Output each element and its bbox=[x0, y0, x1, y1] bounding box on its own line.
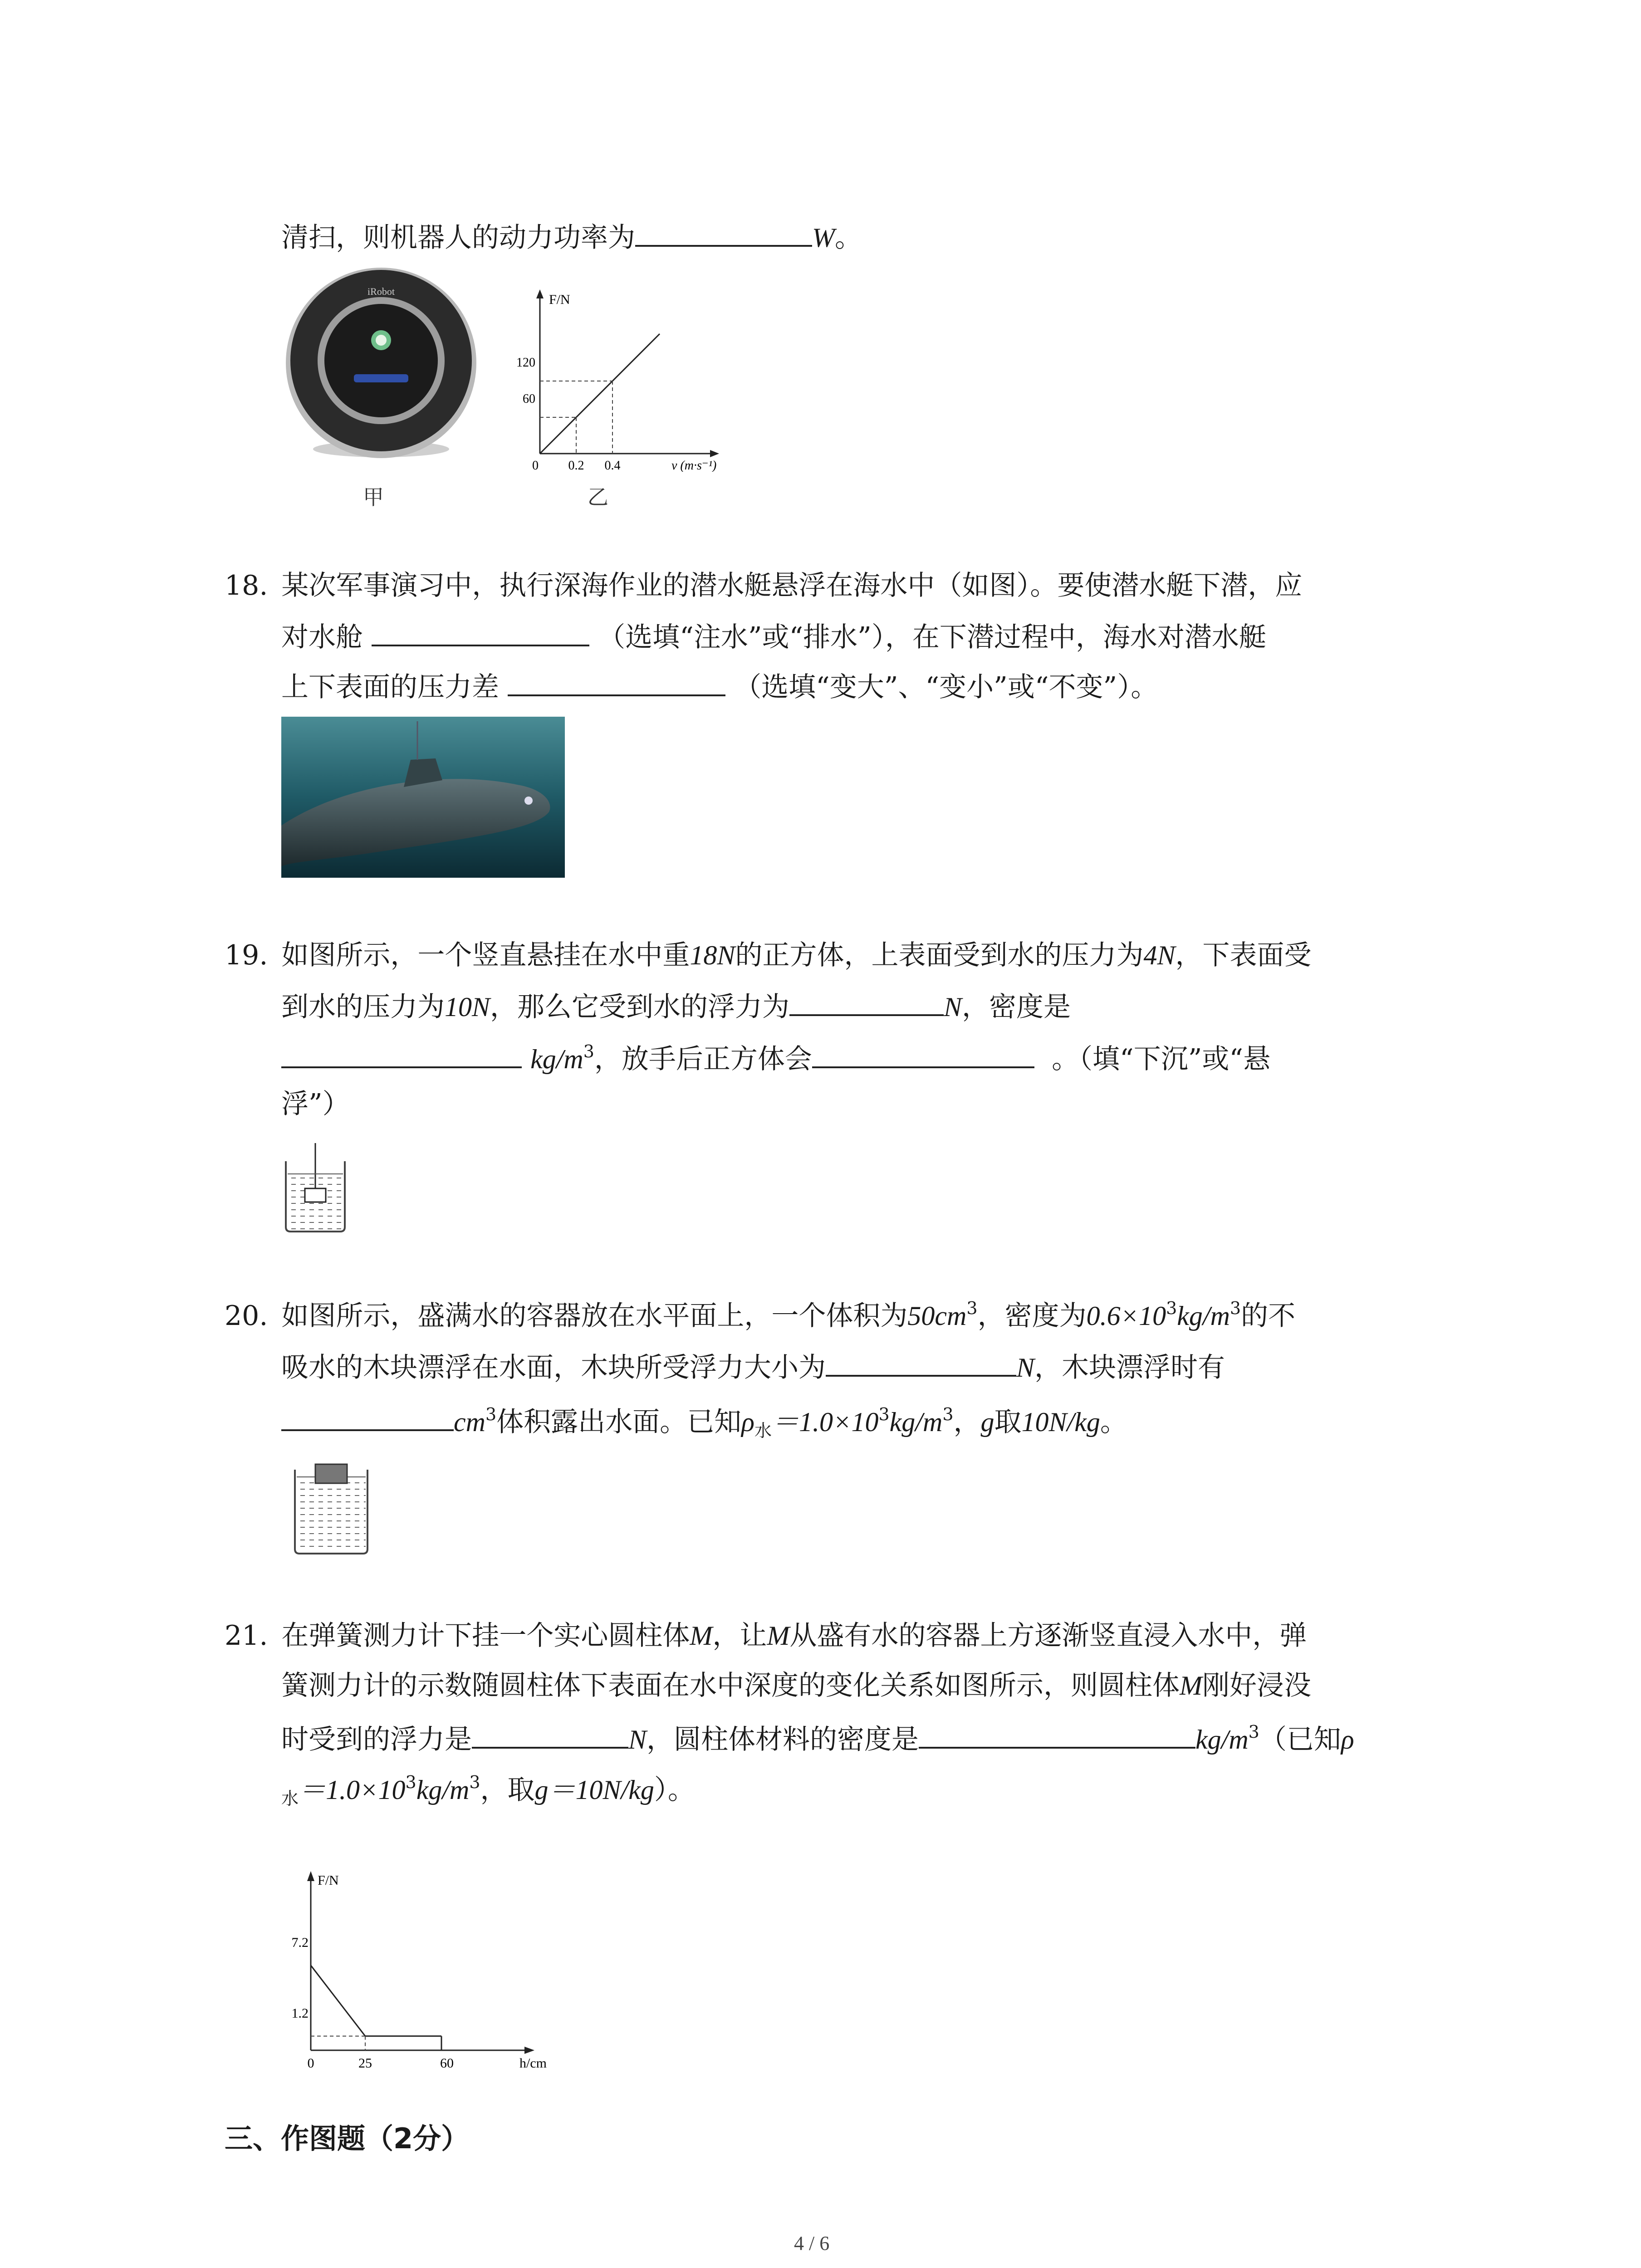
q18-text-1: 某次军事演习中，执行深海作业的潜水艇悬浮在海水中（如图）。要使潜水艇下潜，应 bbox=[281, 570, 1303, 601]
q21-rho: ρ bbox=[1341, 1725, 1354, 1755]
q20-unit-n: N bbox=[1016, 1353, 1035, 1383]
q19-top-force: 4 bbox=[1143, 940, 1157, 970]
q21-m-2: M bbox=[767, 1621, 790, 1651]
q18-text-3a: 上下表面的压力差 bbox=[281, 671, 499, 703]
caption-jia: 甲 bbox=[363, 485, 384, 509]
q20-buoyancy-blank[interactable] bbox=[826, 1349, 1016, 1377]
q21-xtick-25: 25 bbox=[358, 2056, 372, 2071]
q19-text-2a: 到水的压力为 bbox=[281, 991, 445, 1023]
q20-density-unit-exp: 3 bbox=[1230, 1298, 1241, 1318]
q19-unit-n-3: N bbox=[472, 992, 490, 1022]
q19-text-1b: 的正方体，上表面受到水的压力为 bbox=[735, 939, 1144, 971]
q21-text-2b: 刚好浸没 bbox=[1202, 1670, 1311, 1701]
q18-text-2a: 对水舱 bbox=[281, 621, 363, 653]
q19-number: 19. bbox=[225, 939, 268, 971]
q19-line-3 bbox=[281, 1041, 1270, 1075]
q21-xtick-60: 60 bbox=[440, 2056, 454, 2071]
q20-line-3 bbox=[281, 1404, 1127, 1441]
robot-brand: iRobot bbox=[367, 286, 395, 297]
q20-water-density: ＝1.0×10 bbox=[771, 1407, 879, 1437]
q21-ytick-72: 7.2 bbox=[291, 1935, 309, 1950]
q20-density-exp: 3 bbox=[1166, 1298, 1177, 1318]
q20-water-exp: 3 bbox=[878, 1404, 890, 1424]
q19-density-blank[interactable] bbox=[281, 1041, 522, 1068]
q19-text-3c: 。（填“下沉”或“悬 bbox=[1052, 1043, 1271, 1075]
q19-bottom-force: 10 bbox=[445, 992, 472, 1022]
q21-line-4 bbox=[281, 1772, 695, 1809]
q19-density-exp: 3 bbox=[583, 1041, 594, 1061]
q21-water-exp: 3 bbox=[405, 1772, 416, 1792]
q20-line-2 bbox=[281, 1349, 1225, 1384]
q19-weight: 18 bbox=[690, 940, 717, 970]
q21-line-2 bbox=[281, 1669, 1311, 1702]
q21-text-3a: 时受到的浮力是 bbox=[281, 1724, 472, 1755]
q21-text-1c: 从盛有水的容器上方逐渐竖直浸入水中，弹 bbox=[789, 1620, 1307, 1652]
q21-unit-n: N bbox=[628, 1725, 647, 1755]
q18-line-3 bbox=[281, 669, 1158, 704]
q18-blank-2[interactable] bbox=[508, 669, 725, 696]
q21-text-3b: ，圆柱体材料的密度是 bbox=[647, 1724, 919, 1755]
q21-y-label: F/N bbox=[318, 1873, 339, 1888]
q19-text-4: 浮”） bbox=[281, 1088, 350, 1120]
q21-force-line bbox=[311, 1965, 441, 2036]
q21-text-1a: 在弹簧测力计下挂一个实心圆柱体 bbox=[281, 1620, 690, 1652]
q20-take: 取 bbox=[994, 1406, 1022, 1438]
q20-container-diagram bbox=[290, 1461, 372, 1556]
q20-g: g bbox=[980, 1407, 994, 1437]
q20-text-3b: 体积露出水面。已知 bbox=[496, 1406, 742, 1438]
q21-g-unit: N/kg bbox=[603, 1775, 654, 1805]
q18-text-2b: （选填“注水”或“排水”），在下潜过程中，海水对潜水艇 bbox=[598, 621, 1266, 653]
q17-force-line bbox=[540, 334, 660, 454]
q21-g-value: ＝10 bbox=[548, 1775, 603, 1805]
q20-cm: cm bbox=[935, 1301, 967, 1331]
q18-line-1 bbox=[225, 569, 1302, 602]
q20-water-sub: 水 bbox=[754, 1421, 772, 1441]
q20-text-1a: 如图所示，盛满水的容器放在水平面上，一个体积为 bbox=[281, 1300, 908, 1332]
q21-xtick-0: 0 bbox=[307, 2056, 314, 2071]
q17-text: 清扫，则机器人的动力功率为 bbox=[281, 222, 635, 254]
q21-force-depth-graph bbox=[272, 1864, 581, 2077]
q21-m-3: M bbox=[1180, 1671, 1202, 1701]
q20-text-1c: 的不 bbox=[1241, 1300, 1296, 1332]
q21-density-exp: 3 bbox=[1248, 1722, 1259, 1742]
q17-x-label: v (m·s⁻¹) bbox=[671, 459, 717, 472]
q19-unit-n-2: N bbox=[1157, 940, 1176, 970]
q21-water-sub: 水 bbox=[281, 1789, 299, 1809]
submarine-photo bbox=[281, 717, 565, 878]
q18-blank-1[interactable] bbox=[372, 619, 589, 646]
q21-text-4b: ，取 bbox=[480, 1774, 535, 1806]
q21-text-2a: 簧测力计的示数随圆柱体下表面在水中深度的变化关系如图所示，则圆柱体 bbox=[281, 1670, 1180, 1701]
q20-density-unit: kg/m bbox=[1177, 1301, 1230, 1331]
page-number: 4 / 6 bbox=[794, 2232, 830, 2254]
q21-x-label: h/cm bbox=[519, 2056, 547, 2071]
q18-text-3b: （选填“变大”、“变小”或“不变”）。 bbox=[734, 671, 1158, 703]
q17-force-velocity-graph bbox=[490, 281, 762, 472]
q19-line-2 bbox=[281, 989, 1071, 1023]
q17-y-label: F/N bbox=[549, 292, 570, 307]
q21-buoyancy-blank[interactable] bbox=[472, 1721, 628, 1749]
q19-state-blank[interactable] bbox=[812, 1041, 1034, 1068]
q21-end: ）。 bbox=[654, 1774, 695, 1806]
q19-unit-n-1: N bbox=[717, 940, 735, 970]
q20-cm-2-exp: 3 bbox=[485, 1404, 497, 1424]
q20-water-unit-exp: 3 bbox=[942, 1404, 954, 1424]
q19-text-1c: ，下表面受 bbox=[1175, 939, 1312, 971]
q20-cm-exp: 3 bbox=[966, 1298, 978, 1318]
q20-g-value: 10 bbox=[1021, 1407, 1049, 1437]
q17-unit: W bbox=[812, 223, 835, 253]
q21-text-1b: ，让 bbox=[712, 1620, 767, 1652]
q17-xtick-04: 0.4 bbox=[604, 459, 621, 472]
q20-g-unit: N/kg bbox=[1048, 1407, 1100, 1437]
q21-g: g bbox=[534, 1775, 549, 1805]
q18-number: 18. bbox=[225, 570, 268, 601]
q20-line-1 bbox=[225, 1300, 1295, 1332]
q21-m-1: M bbox=[690, 1621, 713, 1651]
q21-ytick-12: 1.2 bbox=[291, 2006, 309, 2021]
q20-end: 。 bbox=[1100, 1406, 1127, 1438]
q21-water-unit: kg/m bbox=[416, 1775, 470, 1805]
q20-volume-blank[interactable] bbox=[281, 1404, 454, 1431]
q19-line-4 bbox=[281, 1088, 350, 1120]
q19-text-2c: ，密度是 bbox=[962, 991, 1071, 1023]
q19-text-1a: 如图所示，一个竖直悬挂在水中重 bbox=[281, 939, 690, 971]
q17-power-blank[interactable] bbox=[635, 220, 812, 247]
q21-water-density: ＝1.0×10 bbox=[299, 1775, 406, 1805]
q17-origin: 0 bbox=[532, 459, 539, 472]
q21-number: 21. bbox=[225, 1620, 268, 1652]
q20-cm-2: cm bbox=[454, 1407, 485, 1437]
q20-text-2a: 吸水的木块漂浮在水面，木块所受浮力大小为 bbox=[281, 1352, 826, 1383]
q19-text-3b: ，放手后正方体会 bbox=[594, 1043, 812, 1075]
q17-xtick-02: 0.2 bbox=[568, 459, 584, 472]
caption-yi: 乙 bbox=[588, 485, 608, 509]
q20-volume: 50 bbox=[907, 1301, 935, 1331]
q18-line-2 bbox=[281, 619, 1266, 654]
q19-text-2b: ，那么它受到水的浮力为 bbox=[490, 991, 790, 1023]
q21-line-1 bbox=[225, 1619, 1307, 1652]
q20-comma: ， bbox=[953, 1406, 981, 1438]
q21-density-unit: kg/m bbox=[1195, 1725, 1249, 1755]
q21-density-blank[interactable] bbox=[919, 1721, 1195, 1749]
q20-number: 20. bbox=[225, 1300, 268, 1332]
q19-density-unit: kg/m bbox=[530, 1044, 583, 1074]
q20-text-1b: ，密度为 bbox=[977, 1300, 1087, 1332]
q17-end: 。 bbox=[834, 222, 862, 254]
q20-density: 0.6×10 bbox=[1086, 1301, 1166, 1331]
q21-text-3c: （已知 bbox=[1259, 1724, 1341, 1755]
q21-water-unit-exp: 3 bbox=[469, 1772, 480, 1792]
q19-beaker-diagram bbox=[281, 1143, 349, 1234]
q20-text-2b: ，木块漂浮时有 bbox=[1034, 1352, 1225, 1383]
q17-ytick-120: 120 bbox=[516, 356, 535, 370]
q20-rho: ρ bbox=[741, 1407, 754, 1437]
q17-line bbox=[281, 220, 862, 254]
section-3-heading: 三、作图题（2分） bbox=[225, 2122, 470, 2155]
q17-ytick-60: 60 bbox=[523, 392, 535, 406]
q20-water-unit: kg/m bbox=[889, 1407, 943, 1437]
q19-unit-n-4: N bbox=[944, 992, 962, 1022]
q21-line-3 bbox=[281, 1721, 1354, 1756]
q19-line-1 bbox=[225, 939, 1311, 972]
robot-vacuum-image bbox=[281, 268, 481, 463]
q19-buoyancy-blank[interactable] bbox=[789, 989, 944, 1016]
